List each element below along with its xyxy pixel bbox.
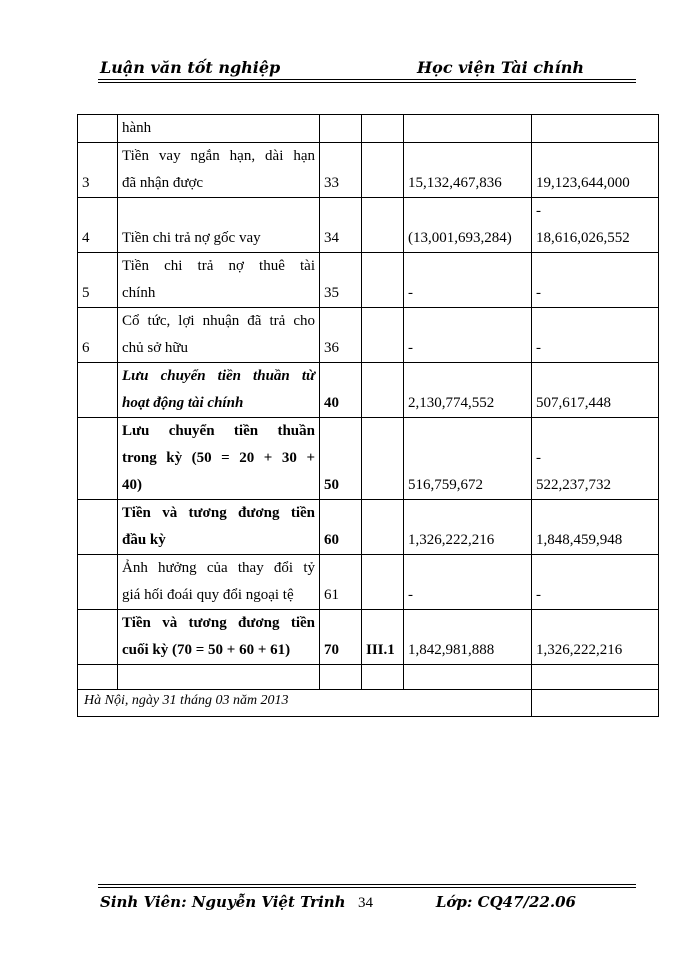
row-previous: - 522,237,732	[532, 418, 659, 500]
header-thesis-title: Luận văn tốt nghiệp	[100, 58, 281, 77]
table-row	[78, 115, 659, 143]
row-previous: -	[532, 253, 659, 308]
row-current: 1,326,222,216	[404, 500, 532, 555]
row-stt	[78, 115, 118, 143]
row-stt: 4	[78, 198, 118, 253]
row-item: Tiền và tương đương tiền cuối kỳ (70 = 50 + 60 + 61)	[118, 610, 320, 665]
row-stt: 5	[78, 253, 118, 308]
row-stt	[78, 418, 118, 500]
cash-flow-table	[77, 114, 659, 717]
row-code: 36	[320, 308, 362, 363]
row-item: Lưu chuyển tiền thuần trong kỳ (50 = 20 + 30 + 40)	[118, 418, 320, 500]
table-row	[78, 418, 659, 500]
row-code: 34	[320, 198, 362, 253]
row-note: III.1	[362, 610, 404, 665]
row-code: 60	[320, 500, 362, 555]
table-row	[78, 555, 659, 610]
row-item: Tiền và tương đương tiền đầu kỳ	[118, 500, 320, 555]
row-code	[320, 115, 362, 143]
row-note	[362, 198, 404, 253]
row-note	[362, 363, 404, 418]
row-code: 33	[320, 143, 362, 198]
table-row-signature	[78, 690, 659, 717]
footer-student: Sinh Viên: Nguyễn Việt Trinh	[100, 893, 346, 911]
row-previous: -	[532, 308, 659, 363]
row-note	[362, 115, 404, 143]
footer-rule	[98, 884, 636, 885]
table-row	[78, 253, 659, 308]
row-code: 40	[320, 363, 362, 418]
row-current	[404, 115, 532, 143]
row-item: Ảnh hưởng của thay đổi tỷ giá hối đoái quy đổi ngoại tệ	[118, 555, 320, 610]
row-stt	[78, 555, 118, 610]
table-row	[78, 363, 659, 418]
row-item: Tiền chi trả nợ thuê tài chính	[118, 253, 320, 308]
row-previous: 507,617,448	[532, 363, 659, 418]
row-stt	[78, 500, 118, 555]
row-current: 15,132,467,836	[404, 143, 532, 198]
row-current: -	[404, 308, 532, 363]
row-item: Cổ tức, lợi nhuận đã trả cho chủ sở hữu	[118, 308, 320, 363]
row-previous: 1,848,459,948	[532, 500, 659, 555]
row-previous: - 18,616,026,552	[532, 198, 659, 253]
row-item: Tiền chi trả nợ gốc vay	[118, 198, 320, 253]
row-previous: 19,123,644,000	[532, 143, 659, 198]
place-date-note: Hà Nội, ngày 31 tháng 03 năm 2013	[78, 690, 532, 717]
row-stt	[78, 610, 118, 665]
row-note	[362, 253, 404, 308]
row-item: hành	[118, 115, 320, 143]
table-row-empty	[78, 665, 659, 690]
row-note	[362, 500, 404, 555]
header-rule-inner	[98, 82, 636, 83]
row-current: 516,759,672	[404, 418, 532, 500]
row-code: 70	[320, 610, 362, 665]
table-row	[78, 198, 659, 253]
row-current: (13,001,693,284)	[404, 198, 532, 253]
row-previous: -	[532, 555, 659, 610]
row-stt	[78, 363, 118, 418]
row-code: 35	[320, 253, 362, 308]
table-row	[78, 143, 659, 198]
row-note	[362, 143, 404, 198]
header-rule	[98, 79, 636, 80]
row-code: 50	[320, 418, 362, 500]
footer-rule-inner	[98, 887, 636, 888]
row-previous	[532, 115, 659, 143]
row-note	[362, 308, 404, 363]
table-row	[78, 500, 659, 555]
row-stt: 6	[78, 308, 118, 363]
row-note	[362, 555, 404, 610]
row-current: 2,130,774,552	[404, 363, 532, 418]
row-note	[362, 418, 404, 500]
row-previous: 1,326,222,216	[532, 610, 659, 665]
page-number: 34	[358, 895, 373, 911]
footer-class: Lớp: CQ47/22.06	[435, 893, 576, 911]
header-institution: Học viện Tài chính	[417, 58, 584, 77]
row-code: 61	[320, 555, 362, 610]
row-item: Tiền vay ngắn hạn, dài hạn đã nhận được	[118, 143, 320, 198]
row-current: -	[404, 555, 532, 610]
table-row	[78, 308, 659, 363]
table-row	[78, 610, 659, 665]
row-current: 1,842,981,888	[404, 610, 532, 665]
row-current: -	[404, 253, 532, 308]
row-item: Lưu chuyển tiền thuần từ hoạt động tài chính	[118, 363, 320, 418]
row-stt: 3	[78, 143, 118, 198]
